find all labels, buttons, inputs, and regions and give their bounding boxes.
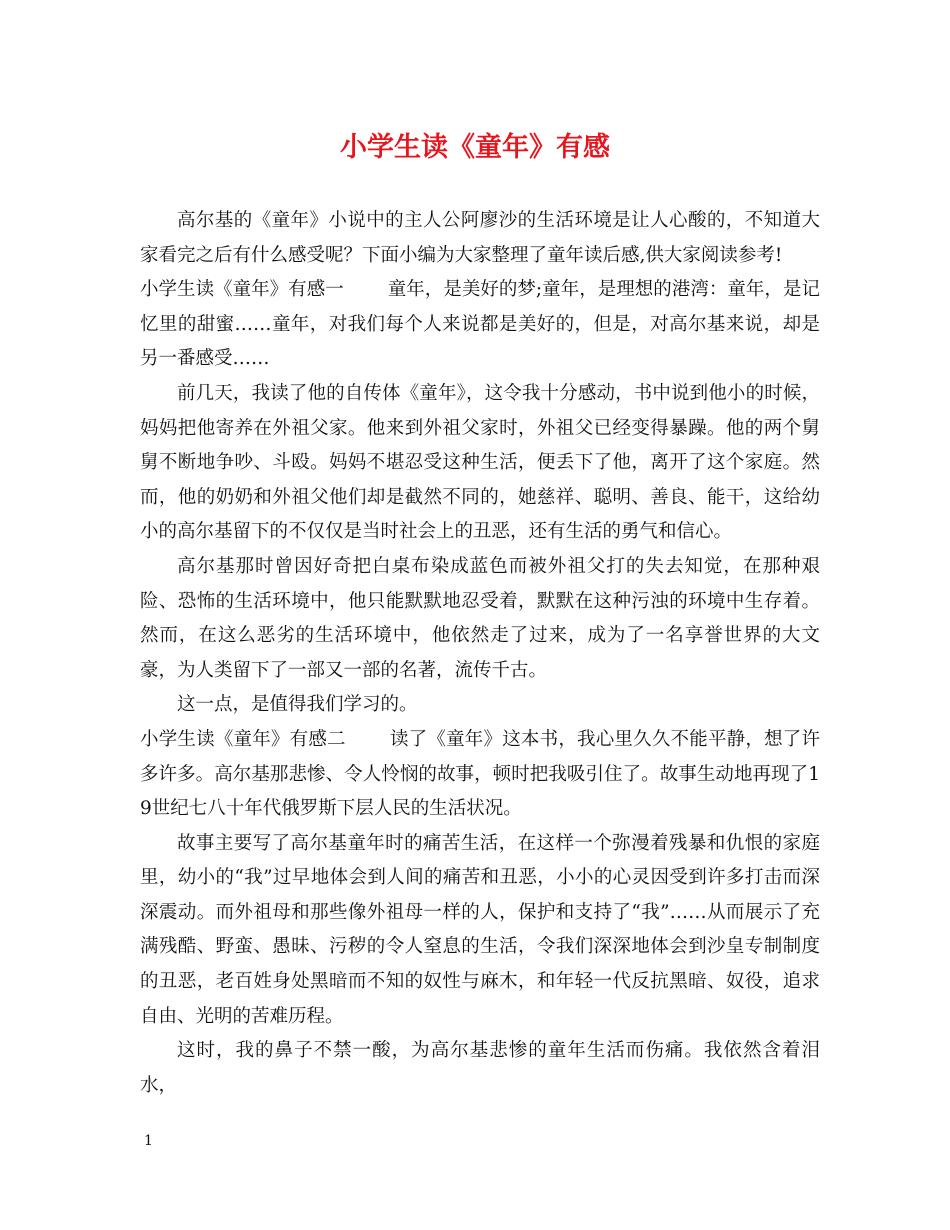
document-title: 小学生读《童年》有感 (340, 132, 610, 163)
paragraph-4: 高尔基那时曾因好奇把白桌布染成蓝色而被外祖父打的失去知觉，在那种艰险、恐怖的生活环境中，他只能默默地忍受着，默默在这种污浊的环境中生存着。然而，在这么恶劣的生活环境中，他依然走了过来，成为了一名享誉世界的大文豪，为人类留下了一部又一部的名著，流传千古。 (140, 555, 820, 681)
paragraph-8: 这时，我的鼻子不禁一酸，为高尔基悲惨的童年生活而伤痛。我依然含着泪水， (140, 1040, 820, 1096)
paragraph-section-two (140, 723, 820, 827)
section-heading-one: 小学生读《童年》有感一 (140, 279, 344, 301)
paragraph-5: 这一点，是值得我们学习的。 (177, 694, 418, 716)
section-one-text: 童年，是美好的梦;童年，是理想的港湾：童年，是记忆里的甜蜜……童年，对我们每个人来说都是美好的，但是，对高尔基来说，却是另一番感受…… (140, 279, 820, 370)
paragraph-section-one (140, 273, 820, 377)
section-two-text: 读了《童年》这本书，我心里久久不能平静，想了许多许多。高尔基那悲惨、令人怜悯的故事，顿时把我吸引住了。故事生动地再现了19世纪七八十年代俄罗斯下层人民的生活状况。 (140, 728, 820, 820)
section-heading-two: 小学生读《童年》有感二 (140, 728, 346, 750)
paragraph-3: 前几天，我读了他的自传体《童年》，这令我十分感动，书中说到他小的时候，妈妈把他寄养在外祖父家。他来到外祖父家时，外祖父已经变得暴躁。他的两个舅舅不断地争吵、斗殴。妈妈不堪忍受这种生活，便丢下了他，离开了这个家庭。然而，他的奶奶和外祖父他们却是截然不同的，她慈祥、聪明、善良、能干，这给幼小的高尔基留下的不仅仅是当时社会上的丑恶，还有生活的勇气和信心。 (140, 382, 820, 543)
page-number: 1 (144, 1133, 153, 1149)
paragraph-7: 故事主要写了高尔基童年时的痛苦生活，在这样一个弥漫着残暴和仇恨的家庭里，幼小的“我”过早地体会到人间的痛苦和丑恶，小小的心灵因受到许多打击而深深震动。而外祖母和那些像外祖母一样的人，保护和支持了“我”……从而展示了充满残酷、野蛮、愚昧、污秽的令人窒息的生活，令我们深深地体会到沙皇专制制度的丑恶，老百姓身处黑暗而不知的奴性与麻木，和年轻一代反抗黑暗、奴役，追求自由、光明的苦难历程。 (140, 832, 820, 1027)
document-body (140, 204, 820, 1103)
paragraph-intro: 高尔基的《童年》小说中的主人公阿廖沙的生活环境是让人心酸的，不知道大家看完之后有什么感受呢？下面小编为大家整理了童年读后感,供大家阅读参考! (140, 210, 820, 266)
